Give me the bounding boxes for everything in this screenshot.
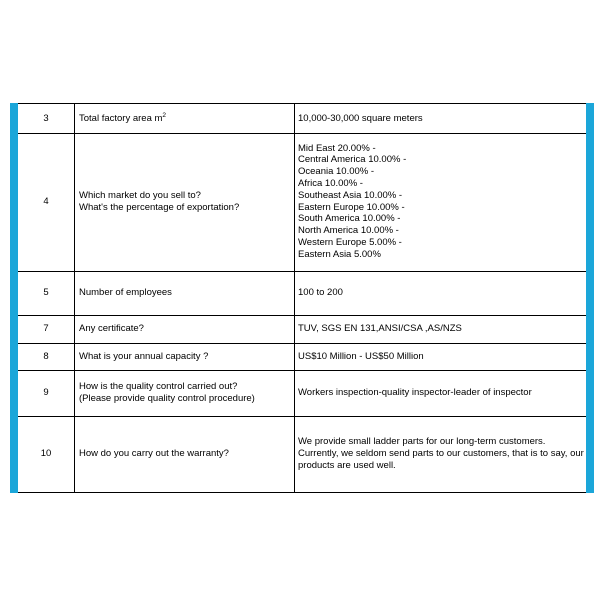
question-line: What is your annual capacity ? xyxy=(79,350,209,362)
answer-line: US$10 Million - US$50 Million xyxy=(298,350,424,362)
table-row xyxy=(18,416,586,493)
question-cell xyxy=(75,315,295,343)
table-row xyxy=(18,370,586,417)
question-line: How is the quality control carried out? xyxy=(79,381,238,393)
document-table xyxy=(10,103,594,493)
question-text xyxy=(79,190,239,214)
answer-line: Currently, we seldom send parts to our customers, that is to say, our xyxy=(298,448,584,460)
row-number xyxy=(18,416,75,492)
question-line: How do you carry out the warranty? xyxy=(79,448,229,460)
table-row xyxy=(18,315,586,344)
answer-line: TUV, SGS EN 131,ANSI/CSA ,AS/NZS xyxy=(298,323,462,335)
question-line: What's the percentage of exportation? xyxy=(79,201,240,213)
answer-line: Western Europe 5.00% - xyxy=(298,236,402,248)
answer-line: products are used well. xyxy=(298,459,396,471)
answer-line: Eastern Asia 5.00% xyxy=(298,248,381,260)
question-cell xyxy=(75,271,295,315)
row-number-text: 5 xyxy=(43,287,49,299)
row-number xyxy=(18,315,75,343)
table-row xyxy=(18,271,586,316)
answer-line: Africa 10.00% - xyxy=(298,177,363,189)
question-cell xyxy=(75,370,295,416)
row-number-text: 10 xyxy=(40,448,52,460)
row-number xyxy=(18,104,75,133)
row-number-text: 7 xyxy=(43,323,49,335)
answer-line: Eastern Europe 10.00% - xyxy=(298,201,405,213)
answer-line: South America 10.00% - xyxy=(298,213,401,225)
answer-line: Southeast Asia 10.00% - xyxy=(298,189,403,201)
question-line: (Please provide quality control procedure) xyxy=(79,393,255,404)
answer-cell xyxy=(295,370,586,416)
row-number xyxy=(18,271,75,315)
row-number xyxy=(18,132,75,271)
question-cell xyxy=(75,132,295,271)
question-line: Any certificate? xyxy=(79,323,144,335)
warranty-answer xyxy=(298,436,584,471)
answer-line: Central America 10.00% - xyxy=(298,154,407,166)
question-cell xyxy=(75,343,295,370)
table-row xyxy=(18,132,586,272)
table-row xyxy=(18,103,586,134)
row-number-text: 4 xyxy=(43,195,49,207)
question-line: Number of employees xyxy=(79,287,172,299)
answer-cell xyxy=(295,315,586,343)
question-cell xyxy=(75,416,295,492)
market-list xyxy=(298,143,406,261)
question-text xyxy=(79,113,166,125)
row-number xyxy=(18,370,75,416)
answer-line: Mid East 20.00% - xyxy=(298,142,376,154)
answer-line: Oceania 10.00% - xyxy=(298,166,375,178)
row-number xyxy=(18,343,75,370)
answer-cell xyxy=(295,271,586,315)
answer-line: 10,000-30,000 square meters xyxy=(298,112,423,124)
answer-cell xyxy=(295,416,586,492)
question-cell xyxy=(75,104,295,133)
answer-cell xyxy=(295,104,586,133)
answer-line: We provide small ladder parts for our long-term customers. xyxy=(298,436,546,448)
question-line: Total factory area m xyxy=(79,112,163,124)
question-text xyxy=(79,381,255,405)
answer-cell xyxy=(295,132,586,271)
row-number-text: 3 xyxy=(43,112,49,124)
answer-line: 100 to 200 xyxy=(298,287,343,299)
answer-line: Workers inspection-quality inspector-leader of inspector xyxy=(298,387,532,399)
row-number-text: 8 xyxy=(43,350,49,362)
answer-line: North America 10.00% - xyxy=(298,225,399,237)
question-line: Which market do you sell to? xyxy=(79,189,201,201)
row-number-text: 9 xyxy=(43,387,49,399)
answer-cell xyxy=(295,343,586,370)
superscript: 2 xyxy=(162,111,167,119)
table-row xyxy=(18,343,586,371)
